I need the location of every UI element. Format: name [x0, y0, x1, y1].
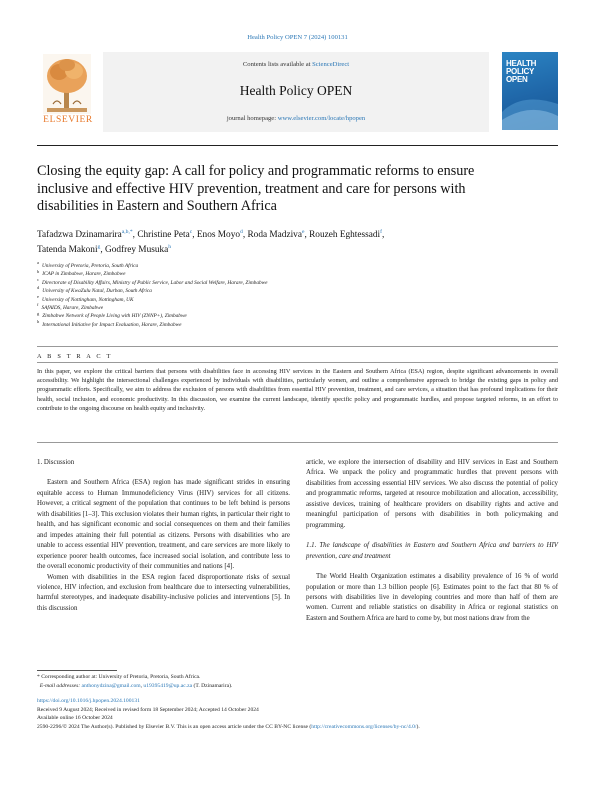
- affiliation: [37, 293, 558, 304]
- contents-prefix: Contents lists available at: [242, 61, 313, 68]
- author-name: Christine Peta: [137, 230, 190, 240]
- abstract-bottom-rule: [37, 442, 558, 443]
- author-name: Tatenda Makoni: [37, 245, 98, 255]
- author-name: Godfrey Musuka: [105, 245, 169, 255]
- affiliation-text: SAfAIDS, Harare, Zimbabwe: [41, 305, 104, 312]
- footnote: [37, 673, 558, 690]
- body-column-right: [306, 458, 558, 624]
- section-heading: 1. Discussion: [37, 459, 75, 466]
- contents-line: [103, 61, 489, 68]
- author[interactable]: [37, 245, 100, 255]
- abstract-heading-rule: [37, 362, 558, 363]
- email-line: E-mail addresses: anthonydzina@gmail.com, u19395419@up.ac.za (T. Dzinamarira).: [39, 682, 233, 689]
- author-list: Tafadzwa Dzinamarira$^{a,b,*}$, Christine Peta$^c$, Enos Moyo$^d$, Roda Madziva$^e$, Rouzeh Eghtessadi$^f$, Tatenda Makoni$^g$, Godfrey Musuka$^h$: [37, 228, 385, 255]
- affiliation-marker: g: [37, 310, 40, 316]
- author-affiliation-marker[interactable]: h: [168, 243, 172, 250]
- body-paragraph: Eastern and Southern Africa (ESA) region has made significant strides in ensuring equitable access to Human Immunodeficiency Virus (HIV) services for all citizens. However, a critical segment of the population that continues to be left behind is persons with disabilities [1–3]. This exclusion violates their human rights, in particular their right to health, and has significant economic and social consequences on them and their families and impedes attaining their full potential as citizens. Persons with disabilities who are unable to access essential HIV prevention, treatment, and care services are more likely to experience poorer health outcomes, face increased social isolation, and contribute less to the overall economic productivity of their communities and nations [4].: [37, 479, 290, 571]
- elsevier-logo[interactable]: [37, 52, 97, 130]
- author-name: Rouzeh Eghtessadi: [309, 230, 381, 240]
- email-label: E-mail addresses:: [39, 682, 82, 689]
- author[interactable]: [105, 245, 171, 255]
- author[interactable]: [137, 230, 192, 240]
- affiliation: [37, 270, 558, 278]
- publication-info: [37, 697, 558, 731]
- online-date: Available online 16 October 2024: [37, 715, 113, 722]
- abstract-top-rule: [37, 346, 558, 347]
- body-paragraph: article, we explore the intersection of disability and HIV services in East and Southern Africa. We unpack the policy and programmatic hurdles that prevent persons with disabilities from accessing essential HIV services. We also discuss the potential of policy and programmatic reforms, targeted at resource mobilization and allocation, accessibility, assistive devices, training of healthcare providers on disability rights and active and meaningful participation of persons with disabilities in both policymaking and programming.: [306, 459, 558, 529]
- affiliation-marker: e: [37, 293, 39, 299]
- author-affiliation-marker[interactable]: f: [380, 228, 382, 235]
- homepage-prefix: journal homepage:: [226, 115, 278, 122]
- header-divider: [37, 145, 558, 146]
- journal-cover-thumbnail[interactable]: [502, 52, 558, 130]
- cover-graphic-icon: [502, 52, 558, 130]
- license-prefix: 2590-2296/© 2024 The Author(s). Published by Elsevier B.V. This is an open access article under the CC BY-NC license (: [37, 723, 312, 730]
- affiliation-text: Directorate of Disability Affairs, Ministry of Public Service, Labor and Social Welfare, Harare, Zimbabwe: [41, 279, 268, 286]
- footnote-rule: [37, 670, 117, 671]
- author-name: Tafadzwa Dzinamarira: [37, 230, 122, 240]
- affiliation-marker: a: [37, 260, 39, 266]
- masthead: [37, 52, 558, 132]
- affiliation-text: International Initiative for Impact Evaluation, Harare, Zimbabwe: [42, 321, 182, 328]
- homepage-line: [103, 115, 489, 122]
- affiliation-marker: d: [37, 285, 40, 291]
- subsection-heading: 1.1. The landscape of disabilities in Eastern and Southern Africa and barriers to HIV prevention, care and treatment: [306, 542, 558, 560]
- author-affiliation-marker[interactable]: a,b,*: [121, 228, 133, 235]
- affiliation: [37, 279, 558, 287]
- doi-link[interactable]: https://doi.org/10.1016/j.hpopen.2024.100131: [37, 698, 140, 704]
- body-paragraph: Women with disabilities in the ESA region faced disproportionate risks of sexual violence, HIV infection, and exclusion from healthcare due to intersecting vulnerabilities, harmful stereotypes, and inadequate disability-inclusive policies and interventions [5]. In this discussion: [37, 573, 290, 612]
- license-line: [37, 723, 558, 732]
- abstract-heading: A B S T R A C T: [37, 353, 113, 360]
- article-title: Closing the equity gap: A call for policy and programmatic reforms to ensure inclusive and effective HIV prevention, treatment and care for persons with disabilities in Eastern and Southern Africa: [37, 163, 475, 214]
- journal-title: Health Policy OPEN: [239, 83, 353, 98]
- homepage-link[interactable]: www.elsevier.com/locate/hpopen: [277, 115, 366, 122]
- affiliation-text: Zimbabwe Network of People Living with HIV (ZNNP+), Zimbabwe: [42, 313, 187, 320]
- affiliation: [37, 321, 558, 329]
- affiliation: [37, 304, 558, 312]
- affiliation: [37, 262, 558, 270]
- author[interactable]: [247, 230, 304, 240]
- affiliation-text: University of Pretoria, Pretoria, South Africa: [41, 263, 139, 269]
- author[interactable]: [309, 230, 382, 240]
- sciencedirect-link[interactable]: ScienceDirect: [312, 61, 350, 68]
- author-name: Roda Madziva: [247, 230, 302, 240]
- affiliation-marker: c: [37, 277, 39, 283]
- cover-title: HEALTH POLICY OPEN: [506, 59, 537, 84]
- email-suffix: (T. Dzinamarira).: [192, 682, 233, 689]
- journal-header-box: [103, 52, 489, 132]
- license-suffix: ).: [416, 723, 420, 730]
- affiliation: [37, 287, 558, 295]
- affiliation-text: University of Nottingham, Nottingham, UK: [41, 296, 134, 303]
- affiliation-marker: f: [37, 302, 39, 308]
- affiliation-marker: h: [37, 319, 40, 325]
- elsevier-tree-icon: [43, 54, 91, 114]
- corresponding-author-note: * Corresponding author at: University of Pretoria, Pretoria, South Africa.: [37, 674, 201, 680]
- abstract-text: In this paper, we explore the critical barriers that persons with disabilities face in accessing HIV services in the Eastern and Southern Africa (ESA) region, despite significant advancements in overall accessibility. We highlight the intersectional challenges experienced by individuals with disabilities, particularly women, and outline a comprehensive approach to bridge the existing gaps in policy and programmatic efforts. Specifically, we aim to address the exclusion of persons with disabilities from essential HIV prevention, treatment, and care services, a situation that has profound implications for their health, social inclusion, and economic productivity. In this discussion, we examine the current landscape, identify specific policy and programmatic hurdles, and propose targeted reforms, in an effort to contribute to the ongoing discourse on health equity and inclusivity.: [37, 368, 558, 412]
- affiliation-text: University of KwaZulu Natal, Durban, South Africa: [42, 288, 152, 295]
- history-dates: Received 9 August 2024; Received in revised form 18 September 2024; Accepted 14 October 2024: [37, 706, 259, 713]
- affiliation-text: ICAP in Zimbabwe, Harare, Zimbabwe: [42, 271, 126, 278]
- affiliation: [37, 312, 558, 320]
- author-affiliation-marker[interactable]: e: [301, 228, 305, 235]
- elsevier-wordmark: ELSEVIER: [43, 115, 93, 125]
- author[interactable]: [37, 230, 133, 240]
- email-link-1[interactable]: anthonydzina@gmail.com: [81, 682, 141, 689]
- author-affiliation-marker[interactable]: d: [240, 228, 243, 235]
- affiliation-list: [37, 262, 558, 329]
- author[interactable]: [197, 230, 243, 240]
- author-name: Enos Moyo: [196, 230, 241, 240]
- body-column-left: [37, 458, 290, 614]
- email-link-2[interactable]: u19395419@up.ac.za: [143, 682, 193, 689]
- license-link[interactable]: http://creativecommons.org/licenses/by-nc/4.0/: [311, 723, 417, 730]
- body-paragraph: The World Health Organization estimates a disability prevalence of 16 % of world population or more than 1.3 billion people [6]. Estimates point to the fact that 80 % of persons with disabilities live in developing countries and more than half of them are women. Current and reliable statistics on disability in Africa or regional statistics on Eastern and Southern Africa are hard to come by, but most nations draw from the: [306, 573, 558, 622]
- author-affiliation-marker[interactable]: c: [189, 228, 193, 235]
- author-affiliation-marker[interactable]: g: [97, 243, 101, 250]
- affiliation-marker: b: [37, 268, 40, 274]
- journal-reference[interactable]: Health Policy OPEN 7 (2024) 100131: [247, 34, 348, 41]
